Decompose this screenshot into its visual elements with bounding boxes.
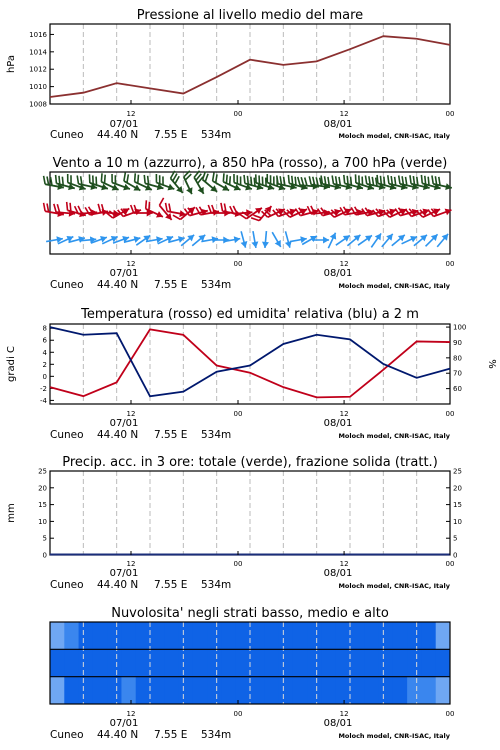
date-label: 07/01: [109, 568, 139, 579]
cloud-cell: [236, 622, 251, 650]
y-tick-label: 15: [38, 501, 47, 510]
y-tick-label: 1012: [29, 65, 47, 74]
location-lat: 44.40 N: [97, 429, 139, 441]
wind-barb-feather: [154, 174, 160, 183]
location-altitude: 534m: [201, 729, 232, 741]
cloud-cell: [164, 649, 179, 677]
cloud-cell: [79, 649, 94, 677]
y2-tick-label: 80: [453, 354, 462, 363]
wind-barb: [85, 204, 109, 219]
cloud-cell: [207, 677, 222, 705]
date-label: 07/01: [109, 119, 139, 130]
wind-barb-feather: [173, 213, 180, 221]
x-tick-label: 00: [445, 260, 455, 268]
cloud-cell: [336, 677, 351, 705]
wind-barb: [208, 205, 230, 217]
cloud-cell: [93, 677, 108, 705]
wind-barb: [379, 232, 395, 250]
cloud-cell: [64, 677, 79, 705]
wind-barb-feather: [242, 175, 247, 184]
x-tick-label: 12: [126, 560, 136, 568]
x-tick-label: 12: [339, 560, 349, 568]
wind-arrow-head: [330, 231, 339, 239]
date-label: 08/01: [323, 718, 353, 729]
chart-title-pressure: Pressione al livello medio del mare: [136, 8, 364, 23]
y2-tick-label: 15: [453, 501, 462, 510]
location-lat: 44.40 N: [97, 729, 139, 741]
wind-barb-head: [445, 207, 453, 216]
cloud-cell: [321, 649, 336, 677]
cloud-cell: [407, 622, 422, 650]
cloud-cell: [221, 622, 236, 650]
cloud-cell: [179, 649, 194, 677]
date-label: 08/01: [323, 268, 353, 279]
wind-barb-feather: [143, 200, 149, 209]
y-tick-label: -4: [40, 396, 47, 405]
chart-title-precipitation: Precip. acc. in 3 ore: totale (verde), frazione solida (tratt.): [62, 455, 438, 470]
y-tick-label: 25: [38, 467, 47, 476]
cloud-cell: [150, 649, 165, 677]
wind-barb-feather: [87, 174, 92, 183]
model-credit: Moloch model, CNR-ISAC, Italy: [338, 132, 450, 140]
y-tick-label: -2: [40, 384, 47, 393]
cloud-cell: [436, 649, 451, 677]
wind-barb-feather: [231, 174, 237, 183]
cloud-cell: [379, 622, 394, 650]
wind-barb-feather: [65, 174, 71, 183]
wind-barb-feather: [99, 173, 105, 182]
cloud-cell: [307, 649, 322, 677]
wind-barb: [75, 175, 99, 191]
cloud-cell: [79, 677, 94, 705]
cloud-cell: [250, 677, 265, 705]
wind-barb: [295, 203, 319, 220]
wind-barb-feather: [397, 175, 402, 183]
y-tick-label: 6: [42, 336, 47, 345]
wind-arrow-head: [323, 237, 329, 244]
cloud-cell: [321, 622, 336, 650]
y-tick-label: 2: [42, 360, 47, 369]
x-tick-label: 12: [126, 410, 136, 418]
wind-barb: [184, 203, 208, 220]
x-tick-label: 12: [126, 710, 136, 718]
cloud-cell: [364, 622, 379, 650]
y-tick-label: 0: [42, 372, 47, 381]
cloud-cell: [221, 649, 236, 677]
wind-barb-feather: [97, 204, 101, 212]
location-name: Cuneo: [50, 729, 84, 741]
x-tick-label: 00: [233, 260, 243, 268]
y-tick-label: 1016: [29, 30, 47, 39]
cloud-cell: [93, 649, 108, 677]
wind-barb-feather: [386, 175, 391, 183]
wind-barb-feather: [364, 175, 369, 183]
cloud-cell: [221, 677, 236, 705]
cloud-cell: [293, 677, 308, 705]
cloud-cell: [407, 677, 422, 705]
y2-tick-label: 0: [453, 551, 458, 560]
cloud-cell: [50, 677, 65, 705]
cloud-cell: [193, 622, 208, 650]
cloud-cell: [421, 677, 436, 705]
y2-tick-label: 70: [453, 369, 462, 378]
cloud-cell: [279, 649, 294, 677]
wind-barb: [53, 204, 76, 217]
wind-barb: [219, 203, 243, 218]
wind-barb: [328, 202, 353, 222]
cloud-cell: [436, 622, 451, 650]
cloud-cell: [350, 622, 365, 650]
cloud-cell: [136, 622, 151, 650]
wind-barb-head: [133, 184, 142, 193]
cloud-cell: [150, 622, 165, 650]
cloud-cell: [293, 622, 308, 650]
wind-barb-feather: [109, 174, 115, 183]
temperature-line: [50, 329, 450, 397]
wind-barb: [356, 233, 374, 248]
y2-tick-label: 60: [453, 385, 462, 394]
wind-barb: [118, 202, 143, 220]
cloud-cell: [436, 677, 451, 705]
location-lon: 7.55 E: [154, 429, 188, 441]
wind-barb-feather: [297, 177, 301, 185]
y-tick-label: 10: [38, 517, 47, 526]
location-name: Cuneo: [50, 129, 84, 141]
y-tick-label: 1008: [29, 100, 47, 109]
wind-barb: [318, 203, 342, 220]
wind-barb-feather: [220, 203, 224, 211]
wind-barb-feather: [208, 205, 211, 213]
wind-barb: [250, 231, 260, 249]
wind-barb-feather: [353, 174, 358, 183]
y-tick-label: 0: [42, 551, 47, 560]
cloud-cell: [79, 622, 94, 650]
wind-barb-feather: [286, 175, 291, 184]
x-tick-label: 12: [339, 710, 349, 718]
wind-barb-feather: [164, 203, 168, 211]
wind-arrow-head: [410, 233, 418, 242]
y-tick-label: 20: [38, 484, 47, 493]
y2-tick-label: 25: [453, 467, 462, 476]
wind-barb-feather: [419, 175, 424, 184]
cloud-cell: [207, 622, 222, 650]
wind-barb-feather: [132, 173, 138, 182]
cloud-cell: [121, 677, 136, 705]
cloud-cell: [236, 649, 251, 677]
cloud-cell: [164, 622, 179, 650]
cloud-cell: [393, 622, 408, 650]
cloud-cell: [379, 649, 394, 677]
wind-barb-feather: [342, 175, 347, 184]
wind-barb-feather: [331, 175, 336, 183]
cloud-cell: [250, 649, 265, 677]
wind-barb: [152, 174, 177, 192]
x-tick-label: 12: [339, 410, 349, 418]
location-altitude: 534m: [201, 129, 232, 141]
date-label: 08/01: [323, 119, 353, 130]
model-credit: Moloch model, CNR-ISAC, Italy: [338, 432, 450, 440]
x-tick-label: 12: [339, 260, 349, 268]
location-lat: 44.40 N: [97, 279, 139, 291]
cloud-cell: [179, 622, 194, 650]
wind-barb: [46, 235, 64, 245]
cloud-cell: [350, 649, 365, 677]
wind-barb: [97, 173, 122, 193]
cloud-cell: [207, 649, 222, 677]
chart-title-wind: Vento a 10 m (azzurro), a 850 hPa (rosso), a 700 hPa (verde): [52, 156, 448, 171]
cloud-cell: [336, 622, 351, 650]
location-name: Cuneo: [50, 579, 84, 591]
cloud-cell: [321, 677, 336, 705]
wind-arrow-head: [365, 233, 374, 242]
y-axis-label-precipitation: mm: [6, 503, 17, 523]
wind-barb-head: [167, 184, 175, 193]
model-credit: Moloch model, CNR-ISAC, Italy: [338, 282, 450, 290]
cloud-cell: [107, 622, 122, 650]
wind-barb-head: [198, 187, 207, 196]
wind-barb-feather: [54, 175, 59, 184]
cloud-cell: [164, 677, 179, 705]
y-tick-label: 1010: [29, 83, 47, 92]
location-altitude: 534m: [201, 579, 232, 591]
cloud-cell: [336, 649, 351, 677]
cloud-cell: [421, 622, 436, 650]
y-axis-label-humidity: %: [486, 359, 497, 369]
y2-tick-label: 20: [453, 484, 462, 493]
y2-tick-label: 90: [453, 338, 462, 347]
x-tick-label: 00: [233, 710, 243, 718]
model-credit: Moloch model, CNR-ISAC, Italy: [338, 582, 450, 590]
y-tick-label: 4: [42, 348, 47, 357]
wind-barb-feather: [131, 205, 134, 213]
location-lon: 7.55 E: [154, 129, 188, 141]
x-tick-label: 00: [233, 110, 243, 118]
wind-barb-feather: [430, 175, 435, 183]
x-tick-label: 00: [233, 560, 243, 568]
cloud-cell: [193, 649, 208, 677]
x-tick-label: 00: [445, 410, 455, 418]
x-tick-label: 00: [445, 110, 455, 118]
wind-barb-feather: [57, 204, 61, 212]
cloud-cell: [250, 622, 265, 650]
x-tick-label: 12: [339, 110, 349, 118]
wind-barb: [64, 174, 89, 192]
wind-barb: [269, 230, 284, 248]
location-altitude: 534m: [201, 279, 232, 291]
wind-barb-feather: [76, 175, 81, 183]
cloud-cell: [121, 649, 136, 677]
location-lon: 7.55 E: [154, 579, 188, 591]
wind-arrow-head: [261, 242, 268, 249]
cloud-cell: [50, 622, 65, 650]
wind-barb-feather: [301, 177, 305, 185]
wind-barb: [428, 202, 453, 220]
wind-barb-head: [186, 187, 195, 195]
model-credit: Moloch model, CNR-ISAC, Italy: [338, 732, 450, 740]
wind-barb-feather: [101, 204, 105, 212]
wind-barb-feather: [308, 176, 312, 184]
x-tick-label: 00: [233, 410, 243, 418]
x-tick-label: 12: [126, 110, 136, 118]
cloud-cell: [279, 622, 294, 650]
chart-title-cloud: Nuvolosita' negli strati basso, medio e alto: [111, 606, 389, 621]
y-tick-label: 1014: [29, 48, 47, 57]
cloud-cell: [136, 649, 151, 677]
wind-barb: [340, 204, 364, 219]
y-axis-label-temperature: gradi C: [6, 346, 17, 382]
chart-title-temperature: Temperatura (rosso) ed umidita' relativa (blu) a 2 m: [81, 307, 419, 322]
y-axis-label-pressure: hPa: [6, 54, 17, 74]
cloud-cell: [279, 677, 294, 705]
wind-barb-head: [156, 211, 164, 220]
cloud-cell: [264, 622, 279, 650]
y2-tick-label: 100: [453, 323, 467, 332]
location-lon: 7.55 E: [154, 729, 188, 741]
cloud-cell: [293, 649, 308, 677]
cloud-cell: [364, 649, 379, 677]
cloud-cell: [307, 622, 322, 650]
y2-tick-label: 10: [453, 517, 462, 526]
cloud-cell: [136, 677, 151, 705]
cloud-cell: [421, 649, 436, 677]
wind-barb: [120, 173, 145, 194]
x-tick-label: 00: [445, 560, 455, 568]
wind-barb-feather: [275, 175, 280, 183]
cloud-cell: [393, 649, 408, 677]
wind-barb: [334, 233, 352, 248]
wind-barb: [75, 204, 98, 217]
date-label: 08/01: [323, 568, 353, 579]
cloud-cell: [379, 677, 394, 705]
wind-barb-feather: [158, 198, 166, 205]
location-lat: 44.40 N: [97, 579, 139, 591]
wind-barb: [252, 174, 276, 192]
y2-tick-label: 5: [453, 534, 458, 543]
cloud-cell: [364, 677, 379, 705]
cloud-cell: [64, 622, 79, 650]
cloud-cell: [350, 677, 365, 705]
x-tick-label: 12: [126, 260, 136, 268]
location-lat: 44.40 N: [97, 129, 139, 141]
wind-barb: [345, 232, 363, 248]
wind-arrow-head: [275, 240, 284, 249]
wind-barb-head: [222, 184, 231, 193]
wind-barb-feather: [315, 177, 319, 185]
location-name: Cuneo: [50, 429, 84, 441]
wind-barb-feather: [408, 175, 413, 183]
wind-barb: [261, 231, 269, 249]
cloud-cell: [64, 649, 79, 677]
cloud-cell: [93, 622, 108, 650]
cloud-cell: [179, 677, 194, 705]
cloud-cell: [107, 649, 122, 677]
location-name: Cuneo: [50, 279, 84, 291]
cloud-cell: [150, 677, 165, 705]
cloud-cell: [407, 649, 422, 677]
cloud-cell: [264, 649, 279, 677]
cloud-cell: [107, 677, 122, 705]
wind-barb: [284, 202, 309, 222]
cloud-cell: [264, 677, 279, 705]
wind-barb-feather: [312, 177, 316, 185]
date-label: 07/01: [109, 268, 139, 279]
cloud-cell: [307, 677, 322, 705]
wind-arrow-head: [375, 231, 384, 240]
wind-barb: [53, 175, 77, 192]
cloud-cell: [121, 622, 136, 650]
wind-barb-feather: [42, 176, 46, 184]
wind-barb: [383, 202, 408, 222]
cloud-cell: [50, 649, 65, 677]
location-altitude: 534m: [201, 429, 232, 441]
wind-barb-feather: [142, 175, 147, 184]
cloud-cell: [393, 677, 408, 705]
wind-barb-feather: [304, 178, 308, 186]
y-tick-label: 5: [42, 534, 47, 543]
wind-barb-feather: [65, 202, 70, 211]
date-label: 08/01: [323, 418, 353, 429]
date-label: 07/01: [109, 418, 139, 429]
wind-barb-feather: [221, 173, 227, 182]
date-label: 07/01: [109, 718, 139, 729]
wind-barb: [141, 175, 165, 192]
wind-barb-feather: [53, 204, 57, 212]
wind-barb: [86, 174, 110, 192]
y-tick-label: 8: [42, 324, 47, 333]
cloud-cell: [193, 677, 208, 705]
x-tick-label: 00: [445, 710, 455, 718]
location-lon: 7.55 E: [154, 279, 188, 291]
wind-barb-feather: [42, 203, 46, 211]
